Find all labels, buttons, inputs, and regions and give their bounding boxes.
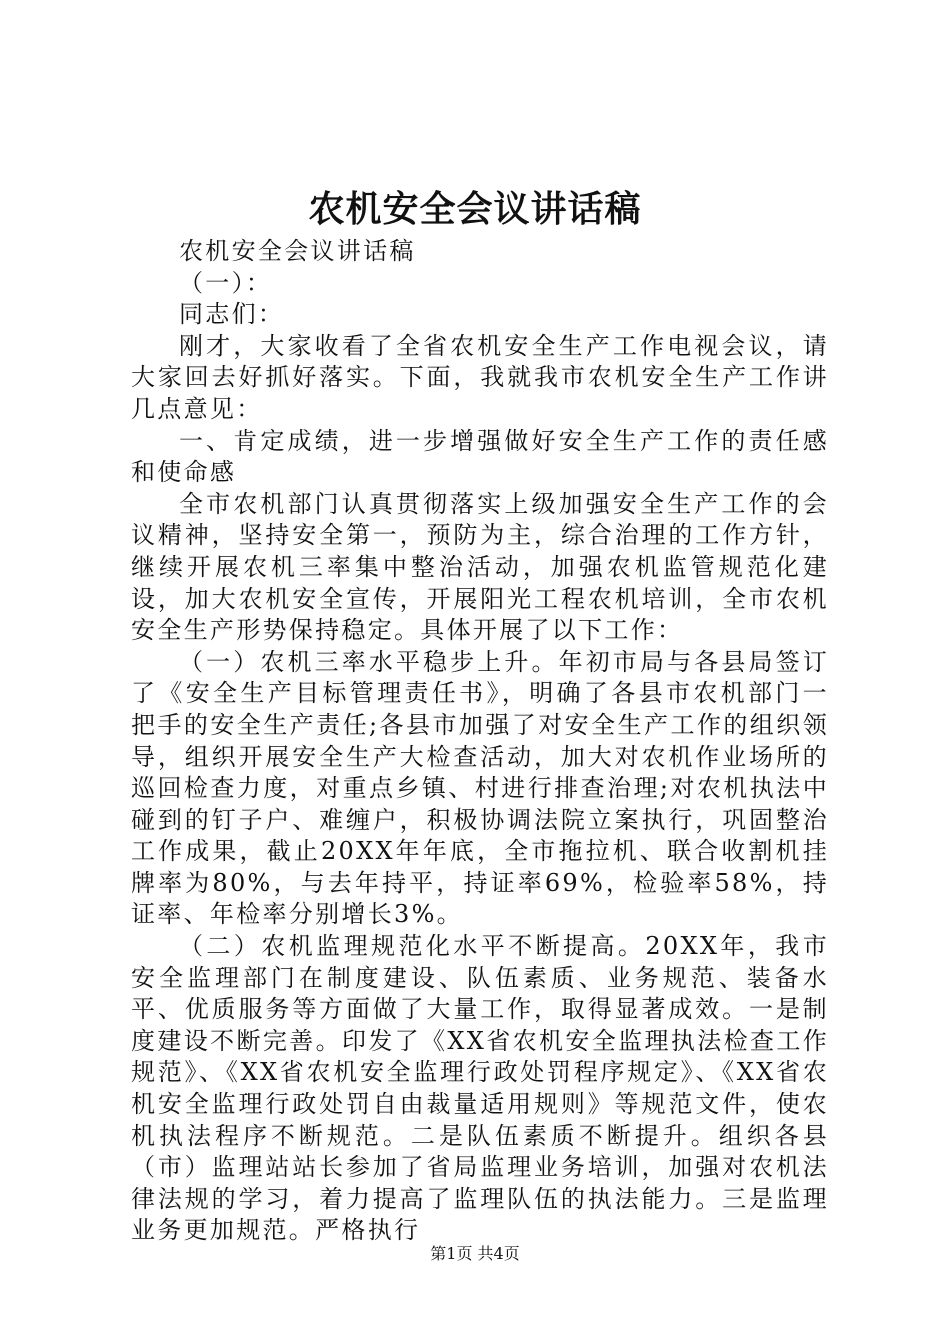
intro-paragraph: 刚才，大家收看了全省农机安全生产工作电视会议，请大家回去好抓好落实。下面，我就我市农机安全生产工作讲几点意见： [131, 331, 829, 423]
page-footer: 第1页 共4页 [430, 1244, 520, 1263]
subtitle-paragraph: 农机安全会议讲话稿 [179, 237, 416, 265]
section-number-paragraph: （一）： [179, 268, 273, 297]
page-title: 农机安全会议讲话稿 [308, 188, 642, 230]
body-paragraph: （一）农机三率水平稳步上升。年初市局与各县局签订了《安全生产目标管理责任书》，明确了各县市农机部门一把手的安全生产责任;各县市加强了对安全生产工作的组织领导，组织开展安全生产大检查活动，加大对农机作业场所的巡回检查力度，对重点乡镇、村进行排查治理;对农机执法中碰到的钉子户、难缠户，积极协调法院立案执行，巩固整治工作成果，截止20XX年年底，全市拖拉机、联合收割机挂牌率为80%，与去年持平，持证率69%，检验率58%，持证率、年检率分别增长3%。 [131, 647, 829, 929]
body-paragraph: （二）农机监理规范化水平不断提高。20XX年，我市安全监理部门在制度建设、队伍素质、业务规范、装备水平、优质服务等方面做了大量工作，取得显著成效。一是制度建设不断完善。印发了《XX省农机安全监理执法检查工作规范》、《XX省农机安全监理行政处罚程序规定》、《XX省农机安全监理行政处罚自由裁量适用规则》等规范文件，使农机执法程序不断规范。二是队伍素质不断提升。组织各县（市）监理站站长参加了省局监理业务培训，加强对农机法律法规的学习，着力提高了监理队伍的执法能力。三是监理业务更加规范。严格执行 [131, 932, 829, 1245]
body-paragraph: 全市农机部门认真贯彻落实上级加强安全生产工作的会议精神，坚持安全第一，预防为主，综合治理的工作方针，继续开展农机三率集中整治活动，加强农机监管规范化建设，加大农机安全宣传，开展阳光工程农机培训，全市农机安全生产形势保持稳定。具体开展了以下工作： [131, 489, 829, 645]
heading-paragraph: 一、肯定成绩，进一步增强做好安全生产工作的责任感和使命感 [131, 426, 829, 487]
salutation-paragraph: 同志们： [179, 300, 285, 329]
document-body [131, 236, 829, 1247]
